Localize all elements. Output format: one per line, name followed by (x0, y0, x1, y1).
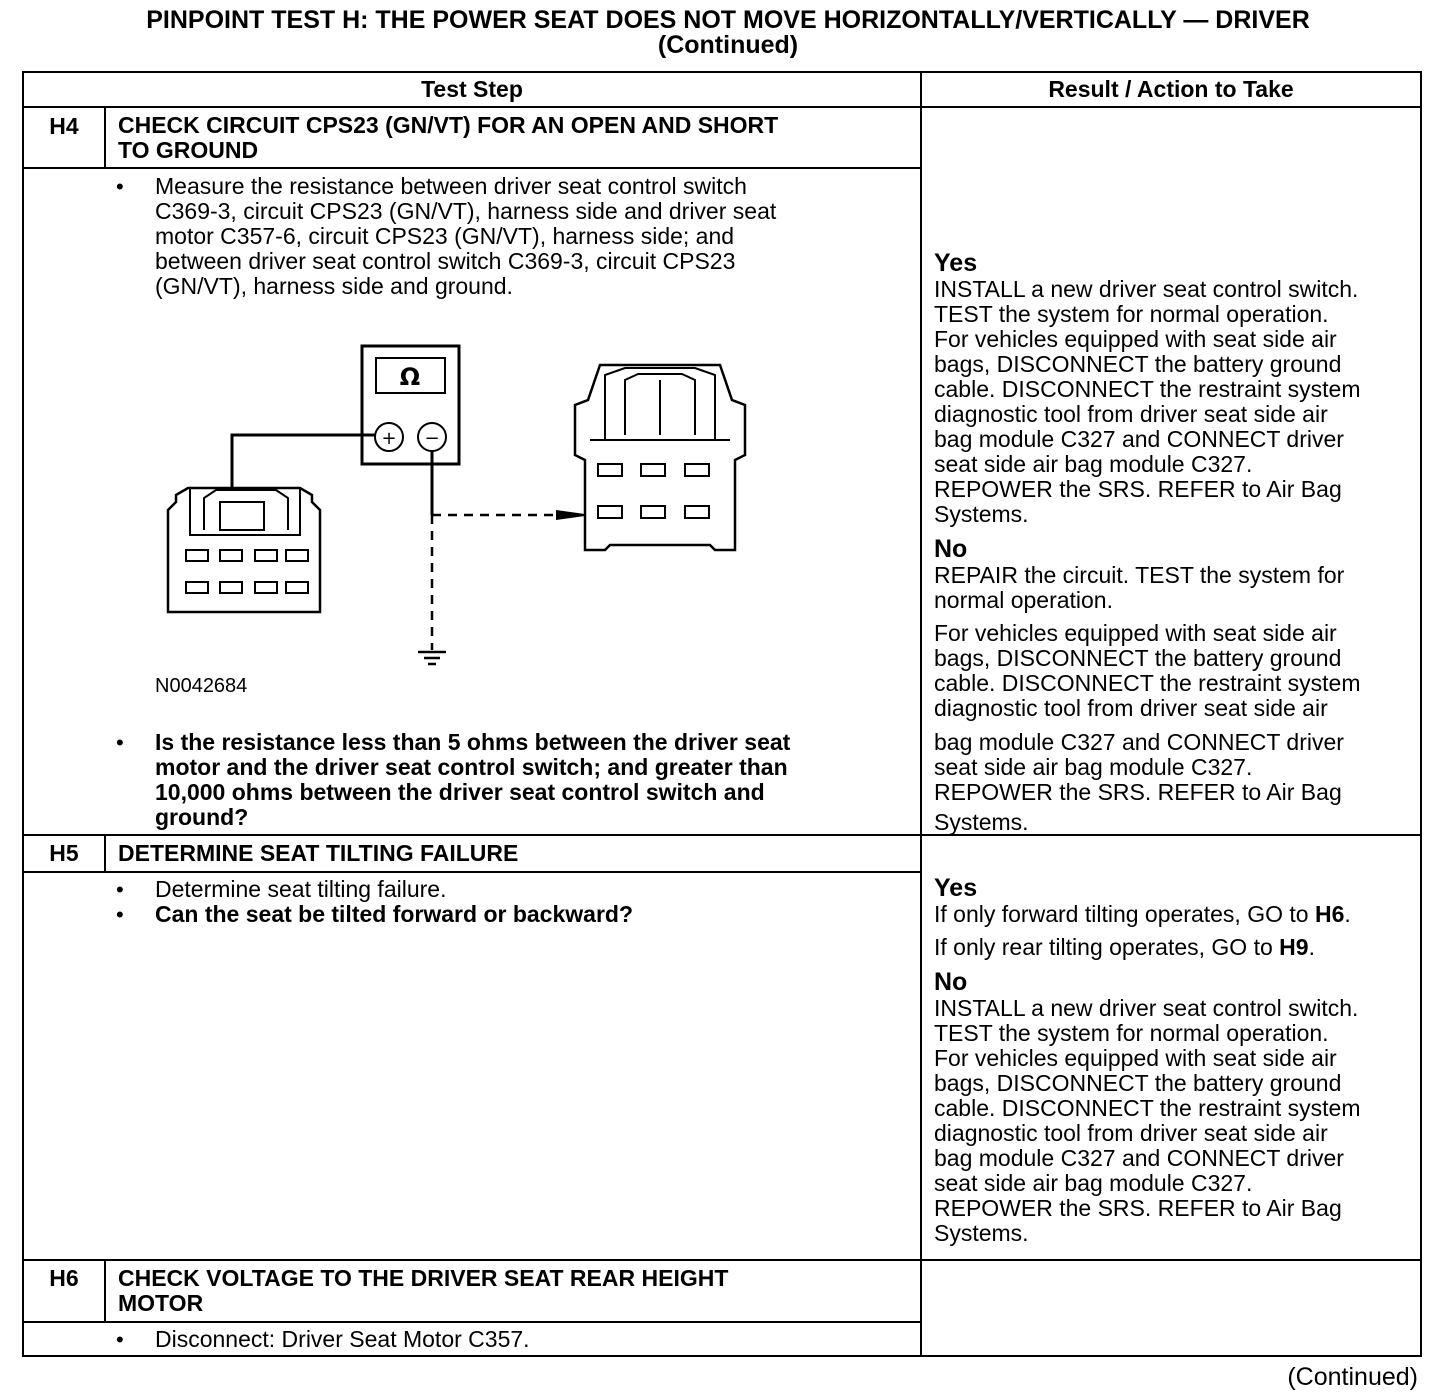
resistance-test-diagram (160, 340, 760, 670)
col-header-test-step: Test Step (421, 76, 523, 102)
col-header-result: Result / Action to Take (1048, 76, 1294, 102)
h4-yes-line-9: REPOWER the SRS. REFER to Air Bag (934, 476, 1342, 502)
h4-no-line-2: normal operation. (934, 587, 1113, 613)
ground-icon (418, 652, 446, 664)
h4-yes-line-10: Systems. (934, 501, 1029, 527)
h4-step1-line-5: (GN/VT), harness side and ground. (155, 273, 513, 299)
h4-yes-line-2: TEST the system for normal operation. (934, 301, 1329, 327)
h4-step1-line-1: Measure the resistance between driver seat control switch (155, 173, 747, 199)
minus-terminal: − (424, 428, 440, 449)
h4-question-line-2: motor and the driver seat control switch; and greater than (155, 754, 788, 780)
h4-yes-line-4: bags, DISCONNECT the battery ground (934, 351, 1342, 377)
h5-yes-line-2: If only rear tilting operates, GO to H9. (934, 934, 1315, 960)
h4-no-line-8: seat side air bag module C327. (934, 754, 1253, 780)
step-id-h5: H5 (49, 840, 79, 866)
column-divider (920, 72, 922, 1357)
h4-question-line-1: Is the resistance less than 5 ohms between the driver seat (155, 729, 791, 755)
ohm-symbol: Ω (399, 363, 421, 391)
h4-no-line-7: bag module C327 and CONNECT driver (934, 729, 1344, 755)
h4-bullet-1: • (116, 174, 124, 199)
h4-bullet-2: • (116, 730, 124, 755)
h5-no-line-9: REPOWER the SRS. REFER to Air Bag (934, 1195, 1342, 1221)
h4-question-line-4: ground? (155, 804, 249, 830)
motor-connector-icon (575, 365, 745, 550)
h5-no-line-8: seat side air bag module C327. (934, 1170, 1253, 1196)
h5-bullet-2: • (116, 902, 124, 927)
h5-question: Can the seat be tilted forward or backward? (155, 901, 633, 927)
h4-yes-line-3: For vehicles equipped with seat side air (934, 326, 1337, 352)
h4-step1-line-2: C369-3, circuit CPS23 (GN/VT), harness side and driver seat (155, 198, 777, 224)
h5-no-line-2: TEST the system for normal operation. (934, 1020, 1329, 1046)
h6-bullet-1: • (116, 1327, 124, 1352)
h4-row-rule (22, 834, 1422, 836)
h4-title-line-2: TO GROUND (118, 137, 259, 163)
h4-yes-line-7: bag module C327 and CONNECT driver (934, 426, 1344, 452)
footer-continued: (Continued) (1287, 1363, 1418, 1391)
h5-no-line-3: For vehicles equipped with seat side air (934, 1045, 1337, 1071)
h4-no-line-10: Systems. (934, 809, 1029, 835)
h5-id-divider (104, 835, 106, 872)
h6-step1: Disconnect: Driver Seat Motor C357. (155, 1326, 530, 1352)
h5-no-line-5: cable. DISCONNECT the restraint system (934, 1095, 1361, 1121)
h6-id-divider (104, 1260, 106, 1322)
goto-h6: H6 (1314, 901, 1345, 927)
h4-no-line-5: cable. DISCONNECT the restraint system (934, 670, 1361, 696)
h5-no-line-4: bags, DISCONNECT the battery ground (934, 1070, 1342, 1096)
h5-title-rule (22, 871, 922, 873)
h4-yes-line-5: cable. DISCONNECT the restraint system (934, 376, 1361, 402)
h4-no-line-4: bags, DISCONNECT the battery ground (934, 645, 1342, 671)
h4-step1-line-3: motor C357-6, circuit CPS23 (GN/VT), harness side; and (155, 223, 735, 249)
h4-no-line-3: For vehicles equipped with seat side air (934, 620, 1337, 646)
plus-terminal: + (381, 428, 397, 449)
h5-no-line-7: bag module C327 and CONNECT driver (934, 1145, 1344, 1171)
h5-no-line-6: diagnostic tool from driver seat side air (934, 1120, 1328, 1146)
h6-title-line-1: CHECK VOLTAGE TO THE DRIVER SEAT REAR HEIGHT (118, 1265, 729, 1291)
goto-h9: H9 (1279, 934, 1309, 960)
h4-yes-line-1: INSTALL a new driver seat control switch. (934, 276, 1359, 302)
h5-bullet-1: • (116, 877, 124, 902)
h6-title-rule (22, 1321, 922, 1323)
h6-title-line-2: MOTOR (118, 1290, 204, 1316)
h4-title-line-1: CHECK CIRCUIT CPS23 (GN/VT) FOR AN OPEN AND SHORT (118, 112, 779, 138)
h4-yes-line-8: seat side air bag module C327. (934, 451, 1253, 477)
h4-id-divider (104, 107, 106, 168)
figure-id: N0042684 (155, 675, 248, 697)
h4-question-line-3: 10,000 ohms between the driver seat control switch and (155, 779, 765, 805)
ohmmeter-icon (362, 346, 459, 464)
h5-yes-label: Yes (934, 874, 978, 902)
h5-step1: Determine seat tilting failure. (155, 876, 447, 902)
page-subtitle: (Continued) (657, 31, 799, 59)
header-rule (22, 106, 1422, 108)
h4-no-line-6: diagnostic tool from driver seat side air (934, 695, 1328, 721)
switch-connector-icon (168, 488, 320, 612)
h4-yes-line-6: diagnostic tool from driver seat side air (934, 401, 1328, 427)
step-id-h6: H6 (49, 1265, 79, 1291)
h5-title: DETERMINE SEAT TILTING FAILURE (118, 840, 519, 866)
h4-yes-label: Yes (934, 249, 978, 277)
h5-yes-line-1: If only forward tilting operates, GO to H6. (934, 901, 1351, 927)
h5-no-line-1: INSTALL a new driver seat control switch. (934, 995, 1359, 1021)
h5-no-label: No (934, 968, 968, 996)
h4-title-rule (22, 167, 922, 169)
h5-no-line-10: Systems. (934, 1220, 1029, 1246)
h4-no-line-1: REPAIR the circuit. TEST the system for (934, 562, 1345, 588)
h4-no-line-9: REPOWER the SRS. REFER to Air Bag (934, 779, 1342, 805)
page-title: PINPOINT TEST H: THE POWER SEAT DOES NOT MOVE HORIZONTALLY/VERTICALLY — DRIVER (146, 6, 1310, 34)
step-id-h4: H4 (49, 113, 79, 139)
h4-no-label: No (934, 535, 968, 563)
h5-row-rule (22, 1259, 1422, 1261)
h4-step1-line-4: between driver seat control switch C369-3, circuit CPS23 (155, 248, 736, 274)
